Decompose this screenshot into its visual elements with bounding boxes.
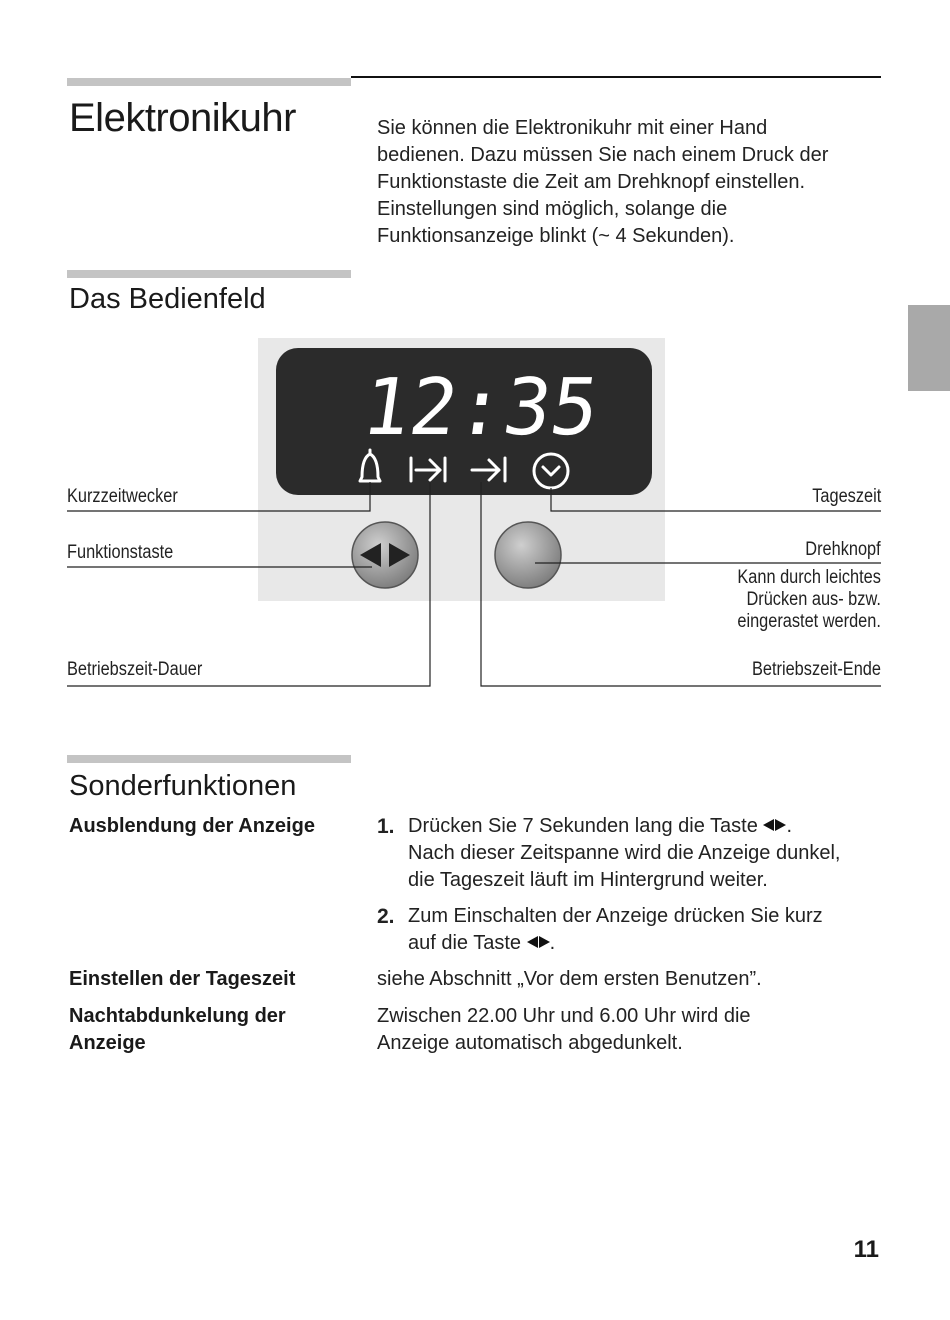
display-time: 12:35 — [356, 362, 605, 453]
ausblendung-label: Ausblendung der Anzeige — [69, 815, 315, 837]
label-drehknopf: Drehknopf — [805, 539, 881, 560]
title-rule-gray — [67, 78, 351, 86]
rotary-knob[interactable] — [495, 522, 561, 588]
arrow-right-icon — [775, 819, 786, 831]
panel-section-rule — [67, 270, 351, 278]
label-betriebszeit-dauer: Betriebszeit-Dauer — [67, 659, 203, 680]
nachtabdunkelung-label: Nachtabdunkelung der Anzeige — [69, 1005, 286, 1054]
step-1: 1. Drücken Sie 7 Sekunden lang die Taste . Nach dieser Zeitspanne wird die Anzeige dunkel, die Tageszeit läuft im Hintergrund weiter. — [377, 815, 841, 891]
label-tageszeit: Tageszeit — [811, 486, 881, 507]
label-kurzzeitwecker: Kurzzeitwecker — [67, 486, 178, 507]
label-betriebszeit-ende: Betriebszeit-Ende — [752, 659, 881, 680]
arrow-left-icon — [763, 819, 774, 831]
control-panel-diagram — [0, 330, 950, 700]
function-button[interactable] — [352, 522, 418, 588]
title-rule-black — [351, 76, 881, 78]
nachtabdunkelung-text: Zwischen 22.00 Uhr und 6.00 Uhr wird die Anzeige automatisch abgedunkelt. — [377, 1005, 751, 1054]
special-section-rule — [67, 755, 351, 763]
panel-section-title: Das Bedienfeld — [69, 283, 266, 315]
label-funktionstaste: Funktionstaste — [67, 542, 174, 563]
intro-paragraph: Sie können die Elektronikuhr mit einer Hand bedienen. Dazu müssen Sie nach einem Druck der Funktionstaste die Zeit am Drehknopf einstellen. Einstellungen sind möglich, solange die Funktionsanzeige blinkt (~ 4 Sekunden). — [377, 117, 829, 247]
arrow-left-icon — [527, 936, 538, 948]
arrow-right-icon — [539, 936, 550, 948]
page-number: 11 — [853, 1236, 879, 1263]
special-section-title: Sonderfunktionen — [69, 770, 297, 802]
page-title: Elektronikuhr — [69, 96, 296, 140]
label-drehknopf-note: Kann durch leichtes Drücken aus- bzw. eingerastet werden. — [737, 567, 881, 632]
tageszeit-text: siehe Abschnitt „Vor dem ersten Benutzen”. — [377, 968, 762, 990]
tageszeit-label: Einstellen der Tageszeit — [69, 968, 296, 990]
step-2: 2. Zum Einschalten der Anzeige drücken Sie kurz auf die Taste . — [377, 905, 823, 954]
